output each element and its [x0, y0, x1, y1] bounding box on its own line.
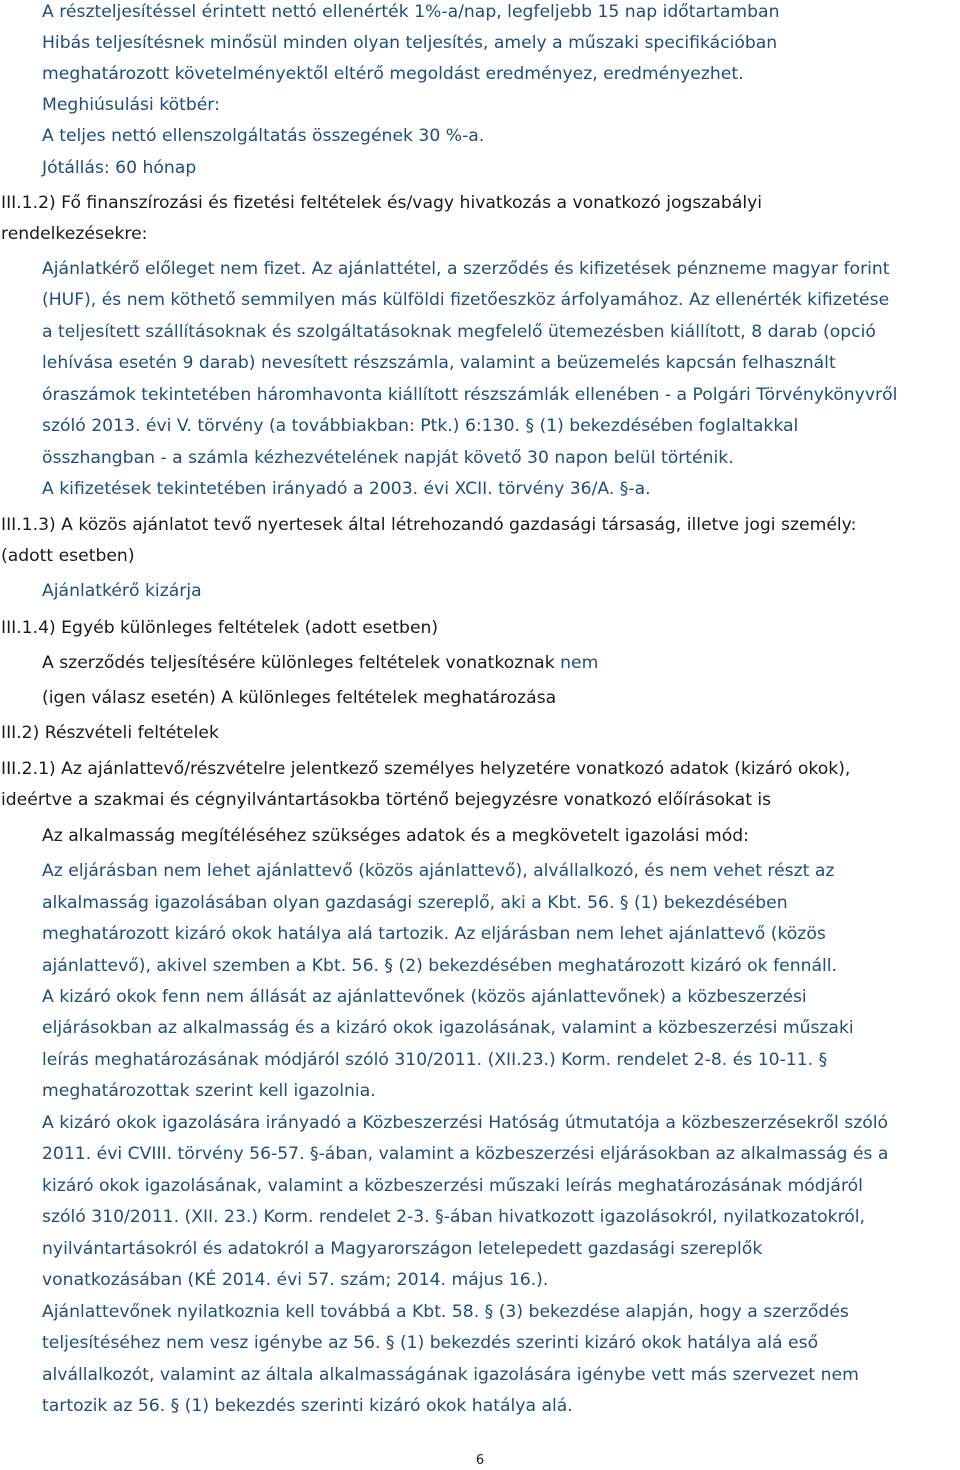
text-line: Az eljárásban nem lehet ajánlattevő (közös ajánlattevő), alvállalkozó, és nem vehet részt az [42, 861, 835, 881]
text-line: a teljesített szállításoknak és szolgáltatásoknak megfelelő ütemezésben kiállított, 8 darab (opció [42, 322, 876, 342]
text-line: szóló 310/2011. (XII. 23.) Korm. rendelet 2-3. §-ában hivatkozott igazolásokról, nyilatkozatokról, [42, 1207, 866, 1227]
text-line: Jótállás: 60 hónap [42, 158, 197, 178]
text-line: (HUF), és nem köthető semmilyen más külföldi fizetőeszköz árfolyamához. Az ellenérték kifizetése [42, 290, 890, 310]
text-line: meghatározott követelményektől eltérő megoldást eredményez, eredményezhet. [42, 64, 744, 84]
text-line: Ajánlatkérő kizárja [42, 581, 202, 601]
text-line: összhangban - a számla kézhezvételének napját követő 30 napon belül történik. [42, 448, 734, 468]
text-line: óraszámok tekintetében háromhavonta kiállított részszámlák ellenében - a Polgári Törvénykönyvről [42, 385, 898, 405]
special-conditions-answer: nem [560, 653, 599, 673]
text-line: szóló 2013. évi V. törvény (a továbbiakban: Ptk.) 6:130. § (1) bekezdésében foglaltakkal [42, 416, 799, 436]
text-line: Ajánlatkérő előleget nem fizet. Az ajánlattétel, a szerződés és kifizetések pénzneme magyar forint [42, 259, 890, 279]
special-conditions-label: A szerződés teljesítésére különleges feltételek vonatkoznak [42, 653, 555, 673]
text-line: A részteljesítéssel érintett nettó ellenérték 1%-a/nap, legfeljebb 15 nap időtartamban [42, 2, 780, 22]
section-heading-cont: (adott esetben) [1, 546, 135, 566]
section-heading: III.2.1) Az ajánlattevő/részvételre jelentkező személyes helyzetére vonatkozó adatok (kizáró okok), [1, 759, 851, 779]
text-line: lehívása esetén 9 darab) nevesített részszámla, valamint a beüzemelés kapcsán felhasznált [42, 353, 836, 373]
text-line: kizáró okok igazolásának, valamint a közbeszerzési műszaki leírás meghatározásának módjáról [42, 1176, 863, 1196]
section-heading: III.1.2) Fő finanszírozási és fizetési feltételek és/vagy hivatkozás a vonatkozó jogszabályi [1, 193, 763, 213]
section-heading: III.2) Részvételi feltételek [1, 723, 219, 743]
text-line: Meghiúsulási kötbér: [42, 95, 220, 115]
text-line: Az alkalmasság megítéléséhez szükséges adatok és a megkövetelt igazolási mód: [42, 826, 749, 846]
text-line: leírás meghatározásának módjáról szóló 310/2011. (XII.23.) Korm. rendelet 2-8. és 10-11. § [42, 1050, 828, 1070]
text-line: alvállalkozót, valamint az általa alkalmasságának igazolására igénybe vett más szervezet nem [42, 1365, 859, 1385]
text-line: ajánlattevő), akivel szemben a Kbt. 56. § (2) bekezdésében meghatározott kizáró ok fennáll. [42, 956, 838, 976]
text-line: tartozik az 56. § (1) bekezdés szerinti kizáró okok hatálya alá. [42, 1396, 573, 1416]
text-line: A kifizetések tekintetében irányadó a 2003. évi XCII. törvény 36/A. §-a. [42, 479, 651, 499]
text-line: Hibás teljesítésnek minősül minden olyan teljesítés, amely a műszaki specifikációban [42, 33, 778, 53]
text-line: meghatározott kizáró okok hatálya alá tartozik. Az eljárásban nem lehet ajánlattevő (közös [42, 924, 826, 944]
text-line: nyilvántartásokról és adatokról a Magyarországon letelepedett gazdasági szereplők [42, 1239, 763, 1259]
section-heading: III.1.3) A közös ajánlatot tevő nyertesek által létrehozandó gazdasági társaság, illetve jogi személy: [1, 515, 857, 535]
text-line: teljesítéséhez nem vesz igénybe az 56. § (1) bekezdés szerinti kizáró okok hatálya alá eső [42, 1333, 819, 1353]
text-line: alkalmasság igazolásában olyan gazdasági szereplő, aki a Kbt. 56. § (1) bekezdésében [42, 893, 788, 913]
text-line: A teljes nettó ellenszolgáltatás összegének 30 %-a. [42, 126, 485, 146]
section-heading-cont: rendelkezésekre: [1, 224, 148, 244]
text-line: meghatározottak szerint kell igazolnia. [42, 1081, 376, 1101]
page-number: 6 [475, 1453, 485, 1468]
text-line: A kizáró okok igazolására irányadó a Közbeszerzési Hatóság útmutatója a közbeszerzésekről szóló [42, 1113, 889, 1133]
text-line [42, 652, 598, 674]
text-line: A kizáró okok fenn nem állását az ajánlattevőnek (közös ajánlattevőnek) a közbeszerzési [42, 987, 807, 1007]
section-heading-cont: ideértve a szakmai és cégnyilvántartásokba történő bejegyzésre vonatkozó előírásokat is [1, 790, 772, 810]
text-line: (igen válasz esetén) A különleges feltételek meghatározása [42, 688, 557, 708]
section-heading: III.1.4) Egyéb különleges feltételek (adott esetben) [1, 618, 439, 638]
text-line: vonatkozásában (KÉ 2014. évi 57. szám; 2014. május 16.). [42, 1270, 549, 1290]
text-line: Ajánlattevőnek nyilatkoznia kell továbbá a Kbt. 58. § (3) bekezdése alapján, hogy a szerződés [42, 1302, 849, 1322]
text-line: eljárásokban az alkalmasság és a kizáró okok igazolásának, valamint a közbeszerzési műszaki [42, 1018, 854, 1038]
text-line: 2011. évi CVIII. törvény 56-57. §-ában, valamint a közbeszerzési eljárásokban az alkalmasság és a [42, 1144, 889, 1164]
